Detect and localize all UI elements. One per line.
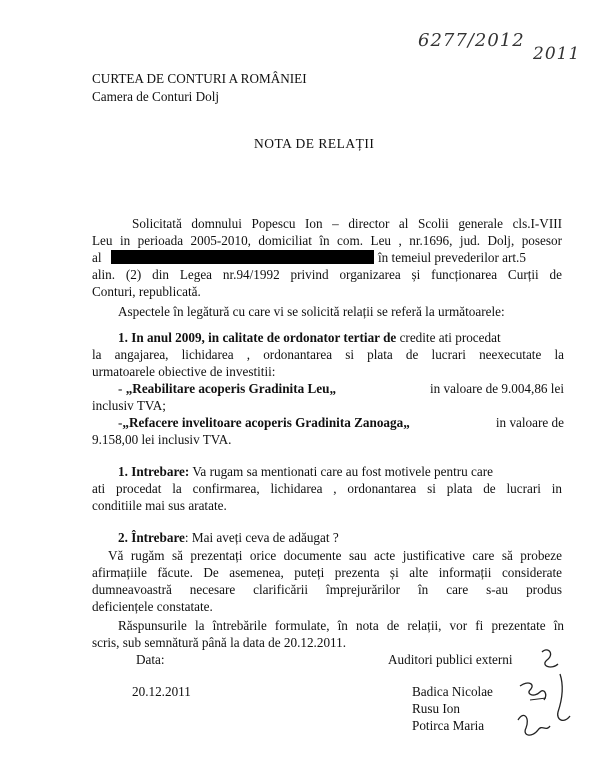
section1-line-2: la angajarea, lichidarea , ordonantarea si plata de lucrari neexecutate la [92, 347, 564, 362]
question2-label: 2. Întrebare [118, 530, 185, 545]
auditor-name-1: Badica Nicolae [412, 684, 493, 699]
section1-line-3: urmatoarele obiective de investitii: [92, 364, 276, 379]
chamber-name: Camera de Conturi Dolj [92, 89, 220, 104]
intro-line-4: alin. (2) din Legea nr.94/1992 privind organizarea și funcționarea Curții de [92, 267, 562, 282]
question2-para1-line-1: Vă rugăm să prezentați orice documente sau acte justificative care să probeze [108, 548, 562, 563]
item-2-dash: - [118, 415, 123, 430]
section1-line-1-rest: credite ati procedat [396, 330, 501, 345]
item-1-dash: - [118, 381, 126, 396]
question2-para2-line-1: Răspunsurile la întrebările formulate, în nota de relații, vor fi prezentate în [118, 618, 564, 633]
item-1-name: „Reabilitare acoperis Gradinita Leu„ [125, 381, 337, 396]
section1-heading: 1. In anul 2009, in calitate de ordonator tertiar de [118, 330, 397, 345]
question1-line-3: conditiile mai sus aratate. [92, 498, 227, 513]
investment-item-1-line-2: inclusiv TVA; [92, 398, 166, 413]
document-title: NOTA DE RELAȚII [254, 136, 375, 151]
item-1-value: in valoare de 9.004,86 lei [429, 381, 564, 396]
intro-line-2: Leu in perioada 2005-2010, domiciliat în com. Leu , nr.1696, jud. Dolj, posesor [92, 233, 562, 248]
intro-line-3-end: în temeiul prevederilor art.5 [378, 250, 526, 265]
auditors-label: Auditori publici externi [388, 652, 513, 667]
question1-label: 1. Intrebare: [118, 464, 190, 479]
intro-line-3-start: al [92, 250, 102, 265]
item-2-value: in valoare de [495, 415, 564, 430]
question1-text: Va rugam sa mentionati care au fost motivele pentru care [189, 464, 493, 479]
question2-text: : Mai aveți ceva de adăugat ? [184, 530, 339, 545]
intro-line-5: Conturi, republicată. [92, 284, 201, 299]
institution-name: CURTEA DE CONTURI A ROMÂNIEI [92, 71, 307, 86]
question2-para1-line-3: dumneavoastră necesare clarificării împrejurărilor în care s-au produs [92, 582, 562, 597]
signatures-image [500, 640, 595, 750]
question2-line [118, 530, 339, 545]
question2-para1-line-2: afirmațiile făcute. De asemenea, puteți prezenta și alte informații considerate [92, 565, 562, 580]
question2-para1-line-4: deficiențele constatate. [92, 599, 213, 614]
section1-line-1 [118, 330, 501, 345]
question1-line-1 [118, 464, 493, 479]
question1-line-2: ati procedat la confirmarea, lichidarea , ordonantarea si plata de lucrari in [92, 481, 562, 496]
intro-line-3 [92, 250, 562, 265]
investment-item-1 [118, 381, 564, 396]
redacted-block [111, 250, 374, 264]
auditor-name-2: Rusu Ion [412, 701, 460, 716]
question2-para2-line-2: scris, sub semnătură până la data de 20.12.2011. [92, 635, 347, 650]
investment-item-2 [118, 415, 564, 430]
date-label: Data: [136, 652, 165, 667]
intro-line-1: Solicitată domnului Popescu Ion – director al Scolii generale cls.I-VIII [132, 216, 562, 231]
item-2-name: „Refacere invelitoare acoperis Gradinita Zanoaga„ [122, 415, 410, 430]
investment-item-2-line-2: 9.158,00 lei inclusiv TVA. [92, 432, 232, 447]
handwritten-year: 2011 [533, 44, 581, 64]
auditor-name-3: Potirca Maria [412, 718, 485, 733]
handwritten-registration-number: 6277/2012 [418, 30, 525, 51]
intro-line-6: Aspectele în legătură cu care vi se solicită relații se referă la următoarele: [118, 304, 505, 319]
date-value: 20.12.2011 [132, 684, 191, 699]
